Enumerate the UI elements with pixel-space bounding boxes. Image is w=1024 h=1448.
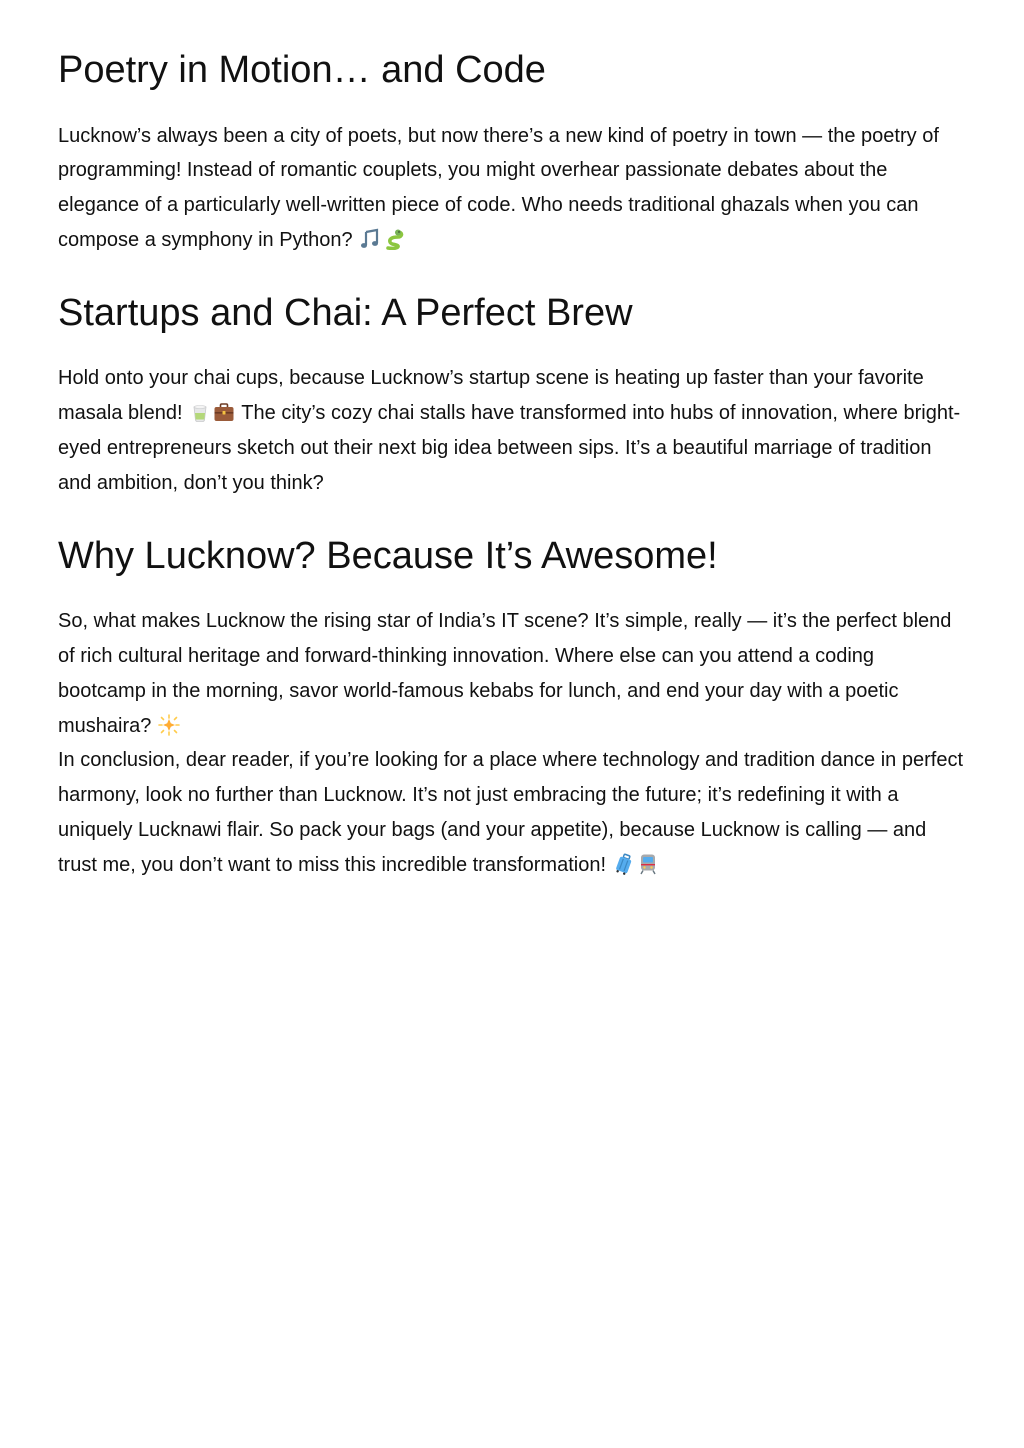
- train-icon: [637, 853, 659, 875]
- paragraph-startups: [58, 361, 966, 500]
- paragraph-conclusion: [58, 743, 966, 882]
- snake-icon: [383, 228, 405, 250]
- section-title-poetry: Poetry in Motion… and Code: [58, 49, 546, 91]
- paragraph-startups-text-before: Hold onto your chai cups, because Lucknow’s startup scene is heating up faster than your favorite masala blend!: [58, 367, 924, 425]
- paragraph-why-lucknow: [58, 604, 966, 743]
- briefcase-icon: [213, 401, 235, 423]
- paragraph-poetry-text: Lucknow’s always been a city of poets, but now there’s a new kind of poetry in town — the poetry of programming! Instead of romantic couplets, you might overhear passionate debates about the elegance of a particularly well-written piece of code. Who needs traditional ghazals when you can compose a symphony in Python?: [58, 124, 939, 251]
- tea-cup-icon: [189, 401, 211, 423]
- music-note-icon: [359, 228, 381, 250]
- paragraph-poetry: [58, 119, 966, 258]
- glowing-star-icon: [158, 714, 180, 736]
- section-title-why-lucknow: Why Lucknow? Because It’s Awesome!: [58, 534, 718, 577]
- luggage-icon: [613, 853, 635, 875]
- paragraph-why-lucknow-text: So, what makes Lucknow the rising star of India’s IT scene? It’s simple, really — it’s the perfect blend of rich cultural heritage and forward-thinking innovation. Where else can you attend a coding bootcamp in the morning, savor world-famous kebabs for lunch, and end your day with a poetic mushaira?: [58, 610, 952, 737]
- paragraph-conclusion-text: In conclusion, dear reader, if you’re looking for a place where technology and tradition dance in perfect harmony, look no further than Lucknow. It’s not just embracing the future; it’s redefining it with a uniquely Lucknawi flair. So pack your bags (and your appetite), because Lucknow is calling — and trust me, you don’t want to miss this incredible transformation!: [58, 749, 963, 876]
- paragraph-startups-text-after: The city’s cozy chai stalls have transformed into hubs of innovation, where bright-eyed entrepreneurs sketch out their next big idea between sips. It’s a beautiful marriage of tradition and ambition, don’t you think?: [58, 402, 961, 494]
- section-title-startups: Startups and Chai: A Perfect Brew: [58, 291, 633, 334]
